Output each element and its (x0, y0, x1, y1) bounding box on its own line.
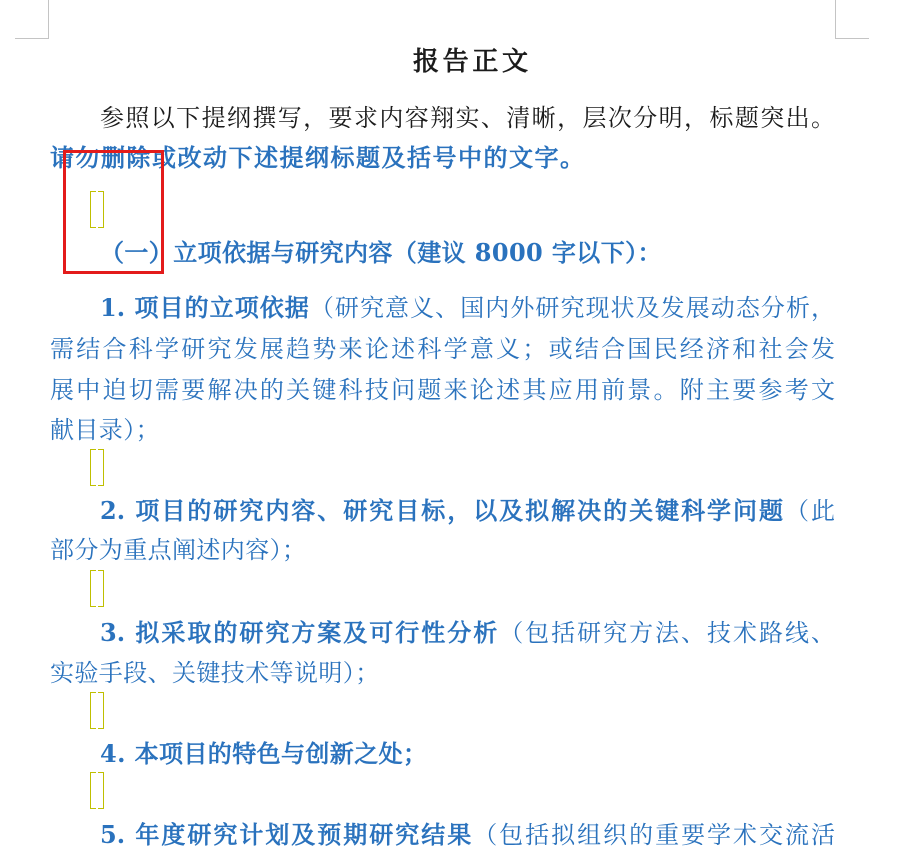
content-placeholder-4[interactable] (90, 692, 105, 729)
intro-line: 参照以下提纲撰写，要求内容翔实、清晰，层次分明，标题突出。 (100, 104, 835, 132)
item-4-label: 4. 本项目的特色与创新之处； (100, 739, 428, 768)
item-3-line-2: 实验手段、关键技术等说明）； (50, 659, 380, 687)
bracket-close-icon (98, 191, 104, 228)
bracket-close-icon (98, 692, 104, 729)
item-1-line-3: 展中迫切需要解决的关键科技问题来论述其应用前景。附主要参考文 (50, 376, 835, 404)
item-1-label: 1. 项目的立项依据 (100, 293, 310, 322)
content-placeholder-2[interactable] (90, 449, 105, 486)
item-2-line-1 (100, 495, 835, 527)
bracket-open-icon (90, 449, 96, 486)
bracket-open-icon (90, 772, 96, 809)
bracket-open-icon (90, 692, 96, 729)
content-placeholder-5[interactable] (90, 772, 105, 809)
item-3-label: 3. 拟采取的研究方案及可行性分析 (100, 618, 500, 647)
item-2-label: 2. 项目的研究内容、研究目标，以及拟解决的关键科学问题 (100, 496, 786, 525)
item-1-line-4: 献目录）； (50, 416, 160, 444)
item-2-note: （此 (785, 497, 835, 525)
page-corner-mark-top-right (835, 0, 869, 39)
bracket-close-icon (98, 449, 104, 486)
item-5-note: （包括拟组织的重要学术交流活 (473, 821, 835, 849)
item-5-line-1 (100, 819, 835, 851)
item-1-line-2: 需结合科学研究发展趋势来论述科学意义；或结合国民经济和社会发 (50, 335, 835, 363)
instruction-line: 请勿删除或改动下述提纲标题及括号中的文字。 (50, 143, 586, 172)
bracket-close-icon (98, 570, 104, 607)
item-3-note: （包括研究方法、技术路线、 (499, 619, 835, 647)
bracket-open-icon (90, 570, 96, 607)
report-title: 报告正文 (413, 47, 528, 77)
item-1-line-1 (100, 292, 835, 324)
content-placeholder-3[interactable] (90, 570, 105, 607)
item-2-line-2: 部分为重点阐述内容）； (50, 536, 307, 564)
item-3-line-1 (100, 617, 835, 649)
content-placeholder-1[interactable] (90, 191, 105, 228)
bracket-close-icon (98, 772, 104, 809)
page-corner-mark-top-left (15, 0, 49, 39)
section-heading: （一）立项依据与研究内容（建议 8000 字以下）： (100, 238, 662, 267)
item-5-label: 5. 年度研究计划及预期研究结果 (100, 820, 474, 849)
item-1-note: （研究意义、国内外研究现状及发展动态分析， (309, 294, 835, 322)
bracket-open-icon (90, 191, 96, 228)
